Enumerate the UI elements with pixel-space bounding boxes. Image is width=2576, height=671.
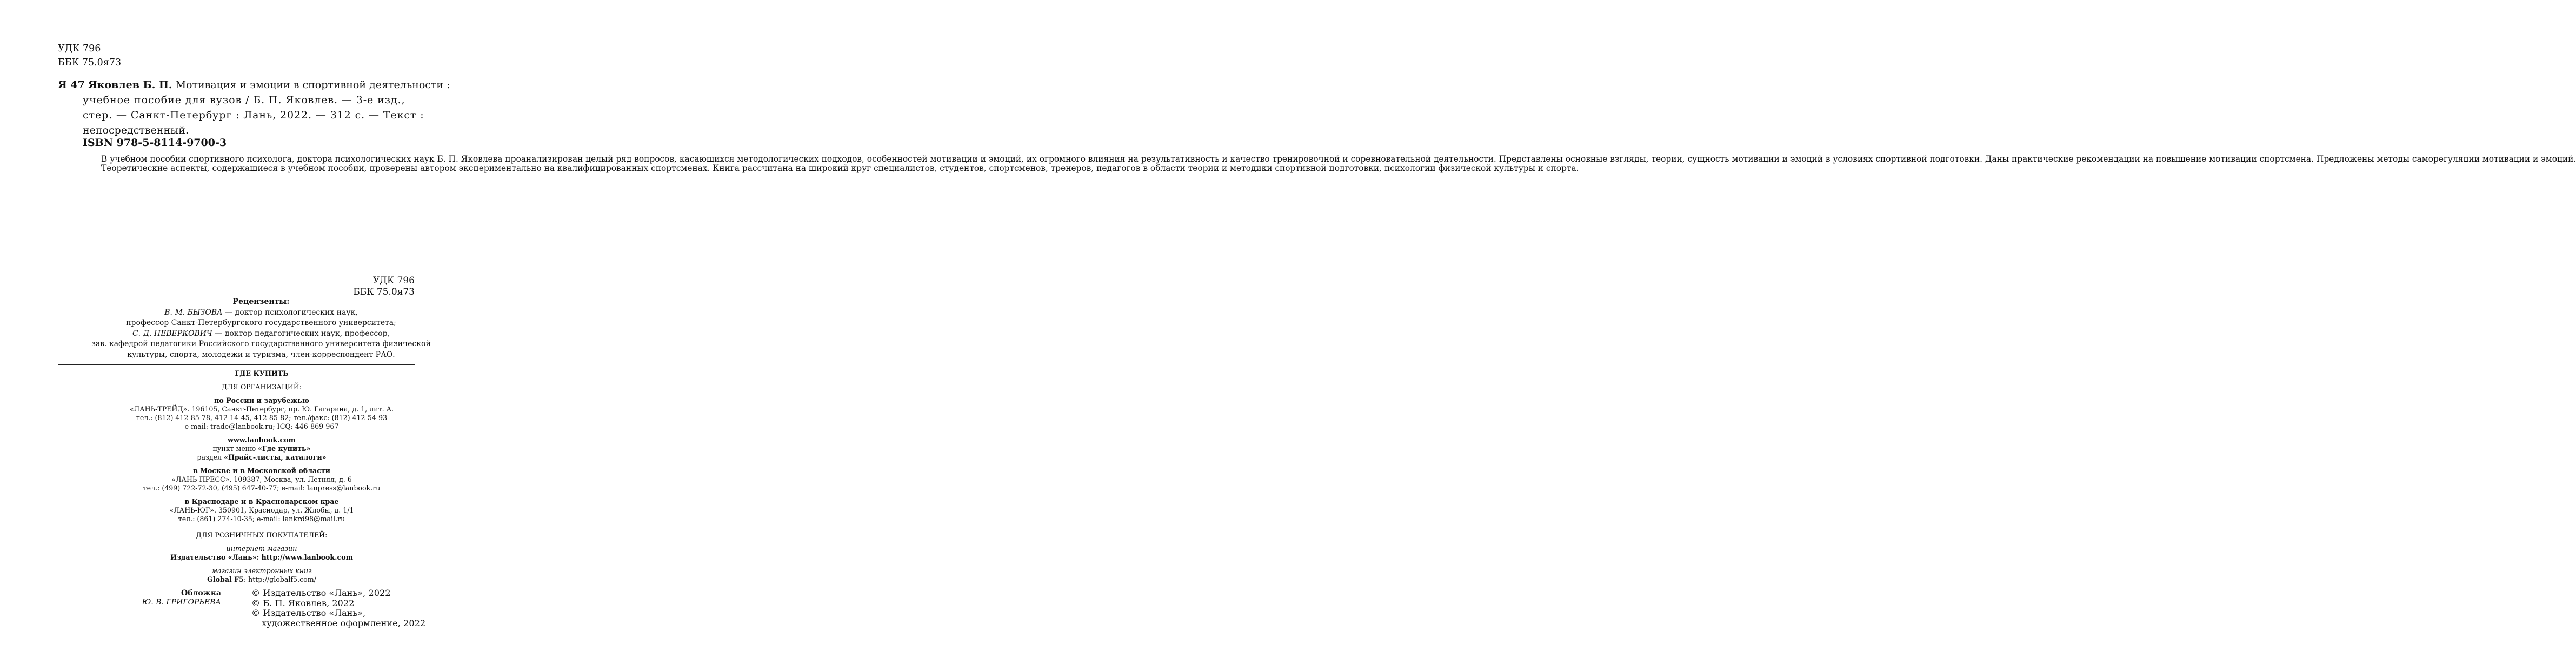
reviewer-1 xyxy=(58,308,464,318)
cover-credit xyxy=(58,589,221,607)
menu-item: «Где купить» xyxy=(258,444,311,453)
copyright-line-3: © Издательство «Лань», xyxy=(251,608,366,618)
reviewer-1-affiliation: профессор Санкт-Петербургского государственного университета; xyxy=(126,318,396,327)
copyright-line-2: © Б. П. Яковлев, 2022 xyxy=(251,597,355,608)
section-item: «Прайс-листы, каталоги» xyxy=(224,453,327,461)
copyright-line-4: художественное оформление, 2022 xyxy=(262,617,426,628)
krasnodar-heading: в Краснодаре и в Краснодарском крае xyxy=(184,497,339,506)
classification-right xyxy=(353,275,415,298)
bibliographic-record xyxy=(58,77,450,138)
abstract xyxy=(83,154,2576,173)
trade-address: «ЛАНЬ-ТРЕЙД». 196105, Санкт-Петербург, пр. Ю. Гагарина, д. 1, лит. А. xyxy=(129,405,394,413)
udk-right: УДК 796 xyxy=(372,275,415,286)
reviewer-2-title: — доктор педагогических наук, профессор, xyxy=(212,329,390,338)
shop-value[interactable]: Издательство «Лань»: http://www.lanbook.com xyxy=(170,553,353,561)
reviewer-1-title: — доктор психологических наук, xyxy=(222,308,358,317)
moscow-contacts: тел.: (499) 722-72-30, (495) 647-40-77; e-mail: lanpress@lanbook.ru xyxy=(143,484,381,492)
russia-heading: по России и зарубежью xyxy=(214,396,309,404)
ebook-name: Global F5 xyxy=(207,575,244,583)
org-heading: ДЛЯ ОРГАНИЗАЦИЙ: xyxy=(221,383,302,391)
site-link[interactable]: www.lanbook.com xyxy=(228,436,296,444)
reviewer-2 xyxy=(58,329,464,340)
catalog-code: Я 47 xyxy=(58,79,85,91)
bbk-top: ББК 75.0я73 xyxy=(58,57,122,68)
biblio-line-2: учебное пособие для вузов / Б. П. Яковлев. — 3-е изд., xyxy=(83,94,405,106)
where-to-buy-title: ГДЕ КУПИТЬ xyxy=(235,369,289,377)
moscow-heading: в Москве и в Московской области xyxy=(192,467,331,475)
biblio-line-4: непосредственный. xyxy=(83,124,189,136)
ebook-label: магазин электронных книг xyxy=(211,567,312,575)
title: Мотивация и эмоции в спортивной деятельности : xyxy=(175,79,450,91)
reviewer-2-name: С. Д. НЕВЕРКОВИЧ xyxy=(132,329,212,338)
udk-top: УДК 796 xyxy=(58,43,101,54)
reviewer-2-affiliation-2: культуры, спорта, молодежи и туризма, член-корреспондент РАО. xyxy=(127,350,395,359)
moscow-address: «ЛАНЬ-ПРЕСС». 109387, Москва, ул. Летняя, д. 6 xyxy=(171,475,352,483)
biblio-line-3: стер. — Санкт-Петербург : Лань, 2022. — 312 с. — Текст : xyxy=(83,109,424,121)
ebook-url: : http://globalf5.com/ xyxy=(243,575,316,583)
retail-heading: ДЛЯ РОЗНИЧНЫХ ПОКУПАТЕЛЕЙ: xyxy=(196,531,328,539)
krasnodar-address: «ЛАНЬ-ЮГ». 350901, Краснодар, ул. Жлобы, д. 1/1 xyxy=(169,506,354,514)
copyright xyxy=(251,588,425,628)
trade-email: e-mail: trade@lanbook.ru; ICQ: 446-869-967 xyxy=(184,422,339,430)
divider-top xyxy=(58,364,415,365)
reviewers xyxy=(58,297,464,360)
where-to-buy xyxy=(58,369,465,584)
section-prefix: раздел xyxy=(197,453,224,461)
cover-label: Обложка xyxy=(181,589,221,597)
trade-phones: тел.: (812) 412-85-78, 412-14-45, 412-85-82; тел./факс: (812) 412-54-93 xyxy=(136,414,388,422)
copyright-line-1: © Издательство «Лань», 2022 xyxy=(251,588,391,598)
author: Яковлев Б. П. xyxy=(88,79,172,91)
abstract-paragraph-1: В учебном пособии спортивного психолога, доктора психологических наук Б. П. Яковлева проанализирован целый ряд вопросов, касающихся методологических подходов, особенностей мотивации и эмоций, их огромного влияния на результативность и качество тренировочной и соревновательной деятельности. Представлены основные взгляды, теории, сущность мотивации и эмоций в условиях спортивной подготовки. Даны практические рекомендации на повышение мотивации спортсмена. Предложены методы саморегуляции мотивации и эмоций. xyxy=(101,154,2576,164)
reviewers-heading: Рецензенты: xyxy=(232,297,290,306)
menu-prefix: пункт меню xyxy=(212,444,258,453)
isbn: ISBN 978-5-8114-9700-3 xyxy=(83,137,227,149)
section-line xyxy=(58,453,465,462)
reviewer-1-name: В. М. БЫЗОВА xyxy=(164,308,223,317)
shop-label: интернет-магазин xyxy=(226,544,297,553)
abstract-paragraph-2: Теоретические аспекты, содержащиеся в учебном пособии, проверены автором экспериментально на квалифицированных спортсменах. Книга рассчитана на широкий круг специалистов, студентов, спортсменов, тренеров, педагогов в области теории и методики спортивной подготовки, психологии физической культуры и спорта. xyxy=(101,163,1579,173)
menu-item-line xyxy=(58,444,465,453)
krasnodar-contacts: тел.: (861) 274-10-35; e-mail: lankrd98@mail.ru xyxy=(178,515,345,523)
cover-designer: Ю. В. ГРИГОРЬЕВА xyxy=(142,598,221,607)
reviewer-2-affiliation-1: зав. кафедрой педагогики Российского государственного университета физической xyxy=(91,340,431,348)
bbk-right: ББК 75.0я73 xyxy=(353,287,415,297)
